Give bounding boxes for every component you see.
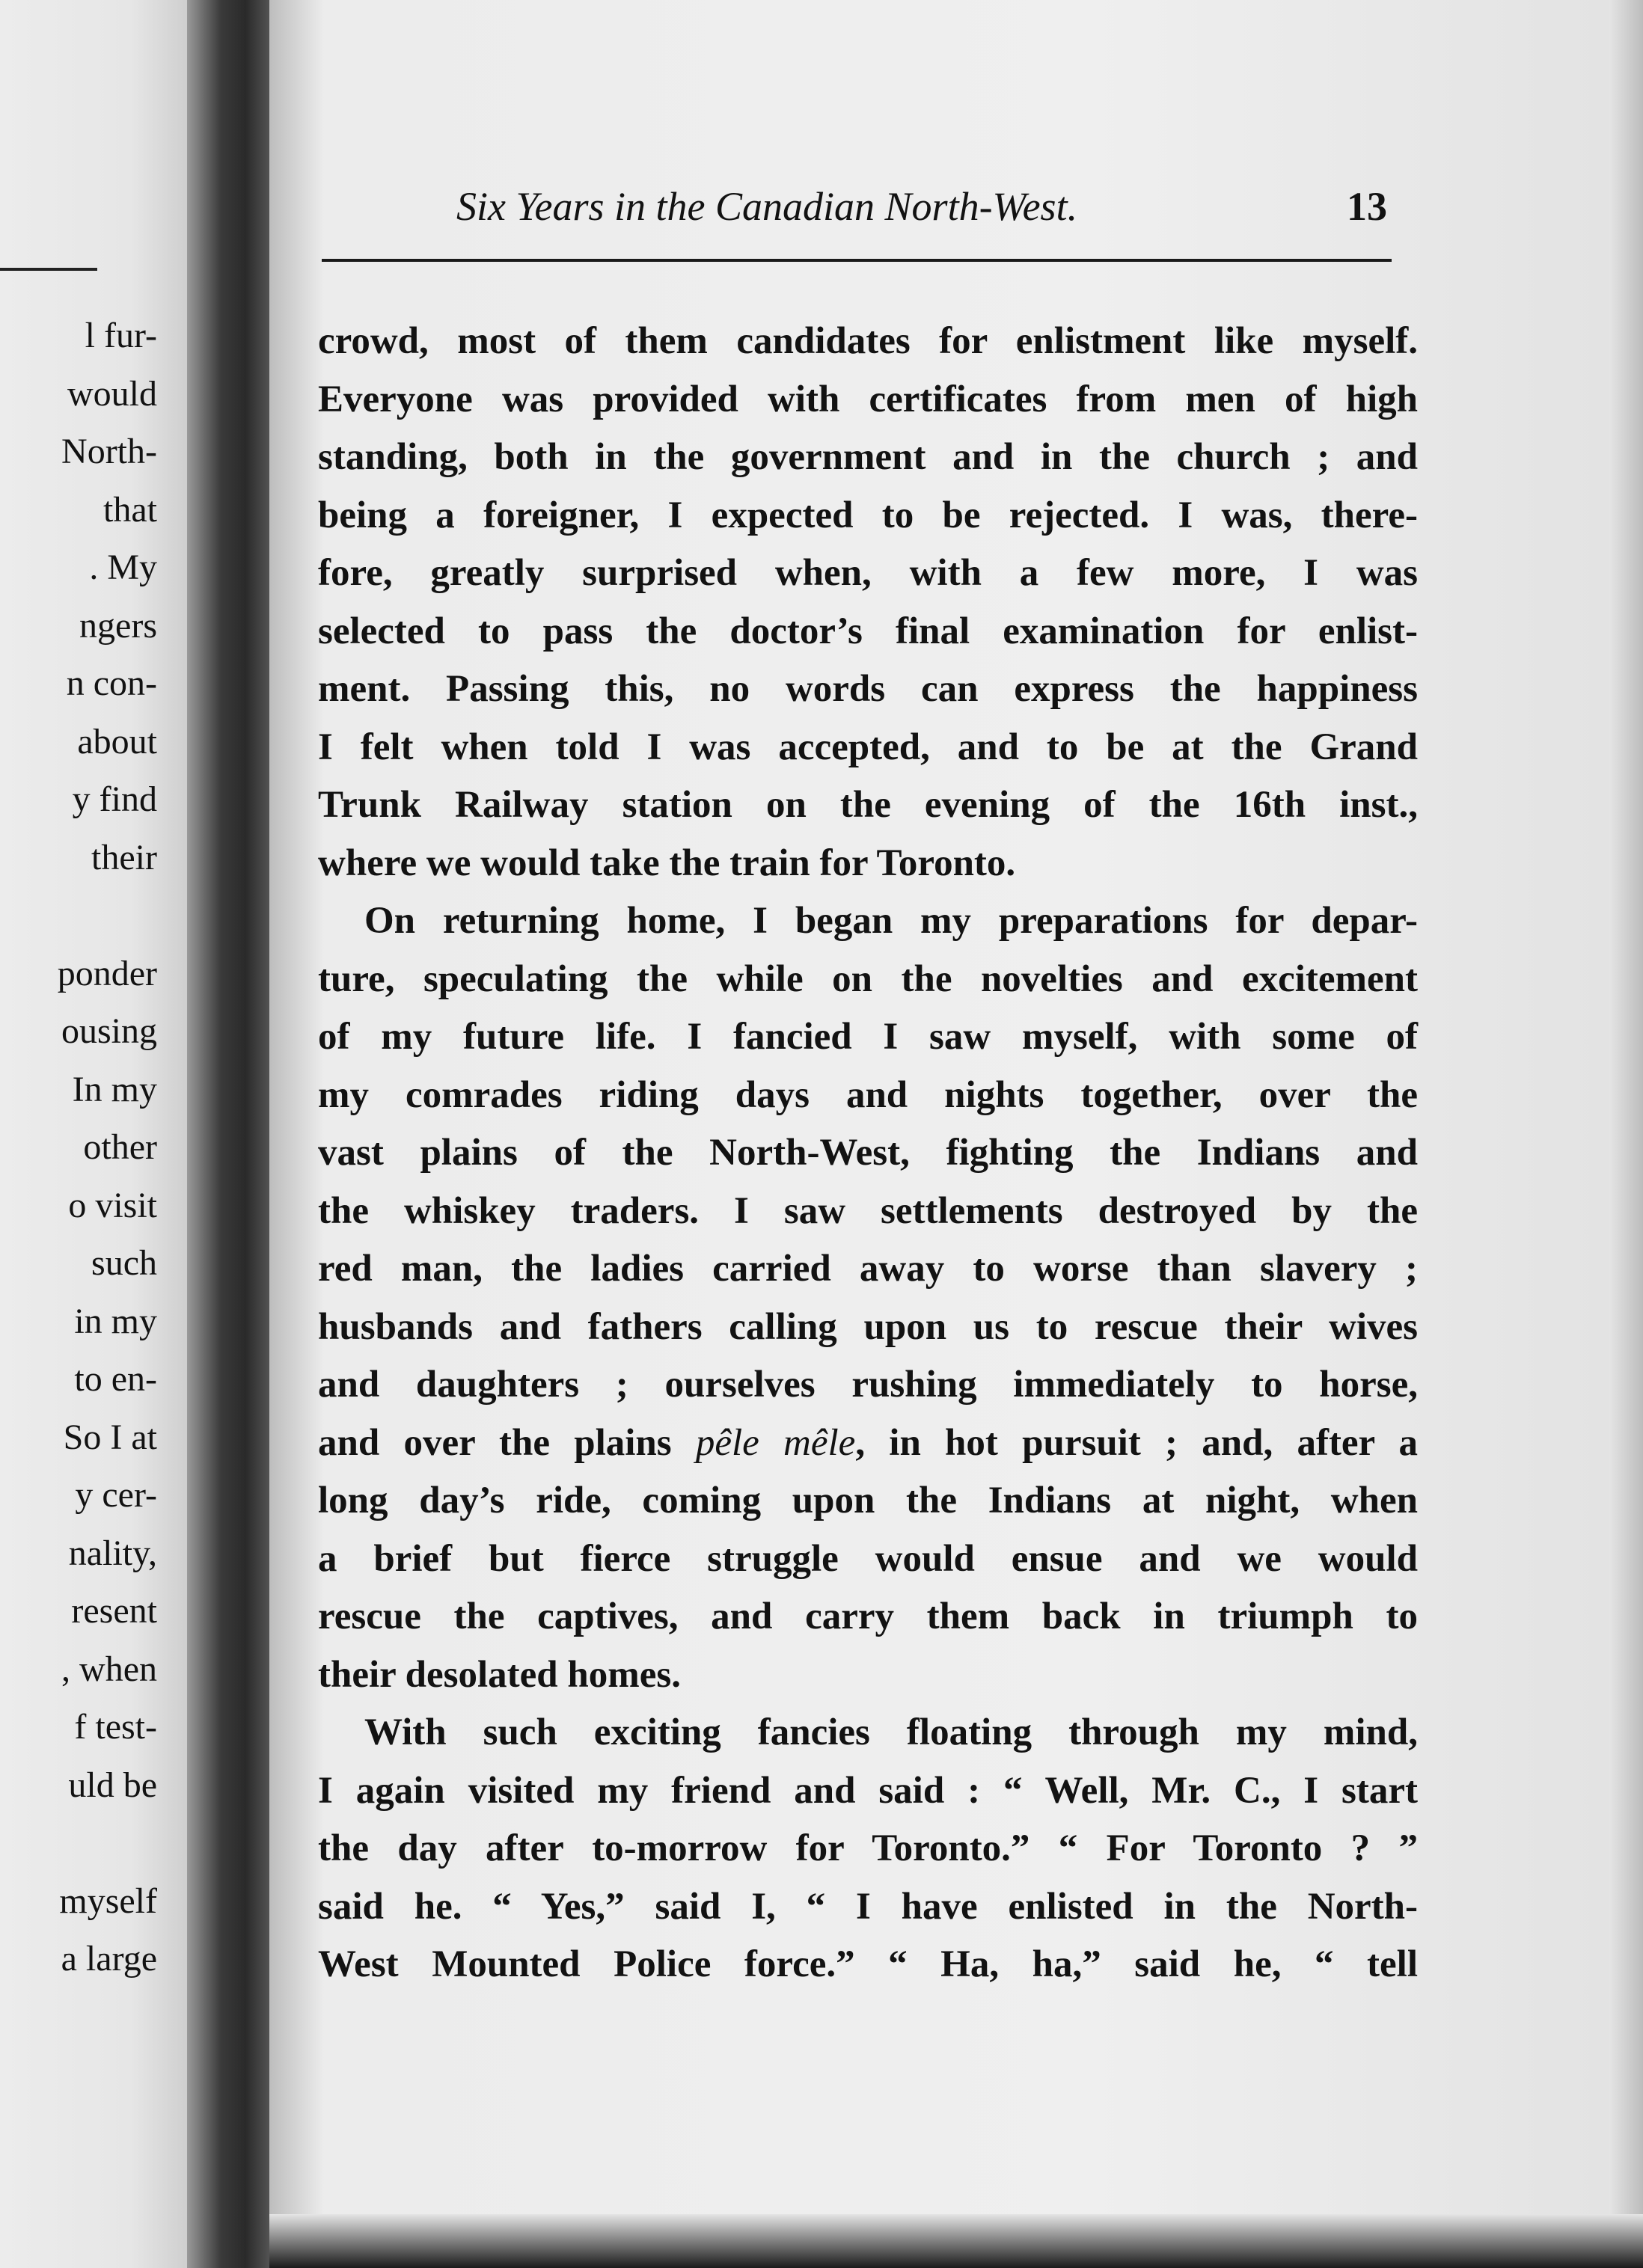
previous-page-line: in my xyxy=(74,1301,157,1341)
text-line: crowd, most of them candidates for enlistment like myself. xyxy=(318,320,1418,362)
text-line: rescue the captives, and carry them back in triumph to xyxy=(318,1596,1418,1637)
text-line: Everyone was provided with certificates from men of high xyxy=(318,378,1418,420)
previous-page-line: l fur- xyxy=(85,316,157,355)
text-line-with-italic xyxy=(318,1415,1418,1473)
text-line: and daughters ; ourselves rushing immediately to horse, xyxy=(318,1364,1418,1406)
previous-page-line: would xyxy=(67,373,157,414)
header-rule xyxy=(322,259,1392,262)
text-line: I felt when told I was accepted, and to be at the Grand xyxy=(318,726,1418,768)
previous-page-line xyxy=(0,886,157,945)
text-line: where we would take the train for Toronto. xyxy=(318,842,1016,884)
text-line: On returning home, I began my preparations for depar- xyxy=(364,900,1418,942)
text-line: ture, speculating the while on the novelties and excitement xyxy=(318,957,1418,1000)
text-line: I again visited my friend and said : “ Well, Mr. C., I start xyxy=(318,1769,1418,1812)
previous-page-line: . My xyxy=(89,548,157,587)
previous-page-line: y cer- xyxy=(75,1475,157,1515)
previous-page-line: , when xyxy=(61,1649,157,1689)
previous-page-line: n con- xyxy=(66,663,157,703)
previous-page-line xyxy=(0,1814,157,1872)
text-line: the whiskey traders. I saw settlements destroyed by the xyxy=(318,1189,1418,1232)
previous-page-line: other xyxy=(83,1127,157,1167)
previous-page-line: ousing xyxy=(61,1011,157,1051)
previous-page-line: So I at xyxy=(63,1417,157,1457)
text-line: With such exciting fancies floating through my mind, xyxy=(364,1711,1418,1753)
text-line: long day’s ride, coming upon the Indians at night, when xyxy=(318,1480,1418,1521)
previous-page-line: nality, xyxy=(68,1533,157,1573)
text-line: being a foreigner, I expected to be rejected. I was, there- xyxy=(318,494,1418,536)
previous-page-line: North- xyxy=(61,432,157,471)
text-line: Trunk Railway station on the evening of the 16th inst., xyxy=(318,784,1418,826)
page-edge-shadow xyxy=(1609,0,1643,2268)
previous-page-header-rule xyxy=(0,268,97,271)
page-bottom-shadow xyxy=(269,2214,1643,2268)
previous-page-text xyxy=(0,307,157,1988)
running-title: Six Years in the Canadian North-West. xyxy=(456,184,1078,229)
text-line: husbands and fathers calling upon us to rescue their wives xyxy=(318,1305,1418,1348)
previous-page-line: o visit xyxy=(68,1185,157,1225)
text-line: their desolated homes. xyxy=(318,1653,681,1696)
previous-page-line: their xyxy=(91,837,157,877)
previous-page-line: resent xyxy=(71,1591,157,1631)
previous-page-line: f test- xyxy=(74,1707,157,1747)
previous-page-line: uld be xyxy=(68,1765,157,1805)
text-line: West Mounted Police force.” “ Ha, ha,” said he, “ tell xyxy=(318,1943,1418,1985)
text-line: ment. Passing this, no words can express the happiness xyxy=(318,668,1418,710)
previous-page-line: y find xyxy=(72,779,157,819)
previous-page-line: a large xyxy=(61,1939,157,1979)
previous-page xyxy=(0,0,187,2268)
previous-page-line: to en- xyxy=(74,1359,157,1399)
previous-page-line: such xyxy=(91,1243,157,1283)
body-text xyxy=(318,313,1418,1994)
text-line: said he. “ Yes,” said I, “ I have enlisted in the North- xyxy=(318,1885,1418,1928)
text-segment: , in hot pursuit ; and, after a xyxy=(855,1421,1418,1464)
text-line: vast plains of the North-West, fighting the Indians and xyxy=(318,1132,1418,1174)
previous-page-line: myself xyxy=(59,1881,157,1921)
text-line: red man, the ladies carried away to worse than slavery ; xyxy=(318,1248,1418,1290)
italic-phrase: pêle mêle xyxy=(695,1421,856,1464)
previous-page-line: ponder xyxy=(57,953,157,993)
text-line: the day after to-morrow for Toronto.” “ For Toronto ? ” xyxy=(318,1827,1418,1869)
previous-page-line: that xyxy=(103,489,157,530)
page-header xyxy=(456,183,1399,243)
previous-page-line: about xyxy=(77,721,157,761)
page-number: 13 xyxy=(1347,184,1387,229)
text-line: fore, greatly surprised when, with a few more, I was xyxy=(318,552,1418,594)
text-line: my comrades riding days and nights together, over the xyxy=(318,1073,1418,1116)
previous-page-line: ngers xyxy=(79,605,157,646)
text-line: selected to pass the doctor’s final examination for enlist- xyxy=(318,610,1418,652)
text-line: a brief but fierce struggle would ensue and we would xyxy=(318,1537,1418,1580)
text-line: of my future life. I fancied I saw myself, with some of xyxy=(318,1016,1418,1058)
text-line: standing, both in the government and in the church ; and xyxy=(318,436,1418,478)
text-segment: and over the plains xyxy=(318,1421,696,1464)
previous-page-line: In my xyxy=(72,1069,157,1109)
